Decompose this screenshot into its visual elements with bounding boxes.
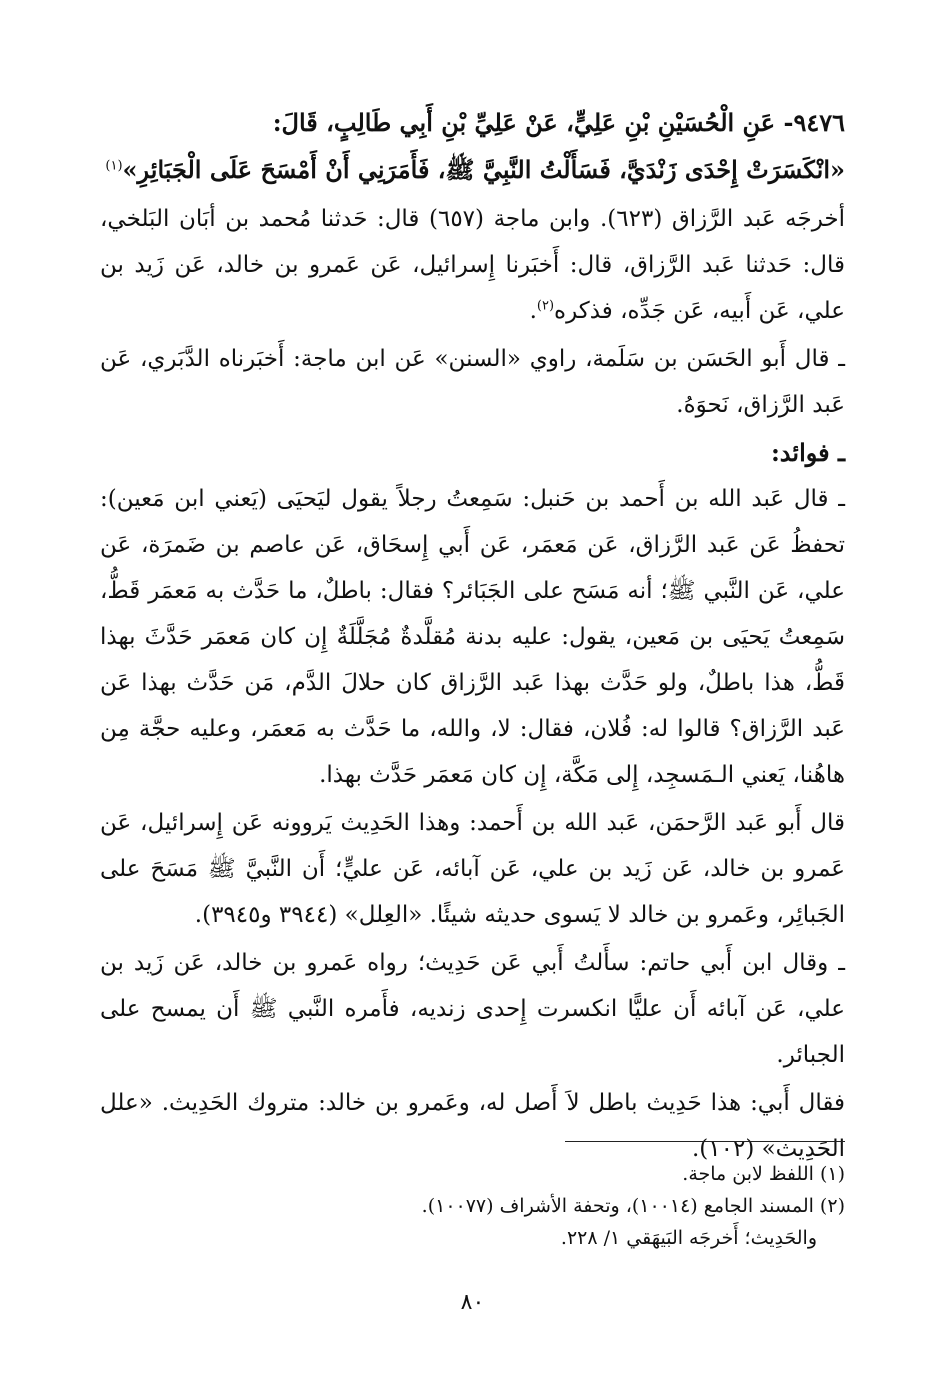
page-body bbox=[100, 100, 845, 1174]
fawaid-heading: ـ فوائد: bbox=[770, 438, 845, 467]
footnote-1: (١) اللفظ لابن ماجة. bbox=[682, 1163, 845, 1185]
page-number: ٨٠ bbox=[460, 1290, 485, 1315]
footnote-2-continued: والحَدِيث؛ أَخرجَه البَيهَقي ١/ ٢٢٨. bbox=[560, 1227, 817, 1249]
hadith-header: ٩٤٧٦- عَنِ الْحُسَيْنِ بْنِ عَلِيٍّ، عَنْ عَلِيِّ بْنِ أَبِي طَالِبٍ، قَالَ: bbox=[272, 108, 845, 137]
hadith-block bbox=[100, 100, 845, 194]
footnote-separator bbox=[565, 1141, 845, 1142]
footnote-ref-2: (٢) bbox=[536, 298, 555, 314]
takhrij-end: . bbox=[529, 298, 537, 324]
abu-hasan-paragraph: ـ قال أَبو الحَسَن بن سَلَمة، راوي «السنن» عَن ابن ماجة: أَخبَرناه الدَّبَري، عَن عَبد الرَّزاق، نَحوَهُ. bbox=[100, 346, 845, 418]
fawaid-paragraph-1: ـ قال عَبد الله بن أَحمد بن حَنبل: سَمِعتُ رجلاً يقول ليَحيَى (يَعني ابن مَعين): تحفظُ عَن عَبد الرَّزاق، عَن مَعمَر، عَن أَبي إِسحَاق، عَن عاصم بن ضَمرَة، عَن علي، عَن النَّبي ﷺ؛ أنه مَسَح على الجَبَائر؟ فقال: باطلٌ، ما حَدَّث به مَعمَر قَطُّ، سَمِعتُ يَحيَى بن مَعين، يقول: عليه بدنة مُقلَّدةٌ مُجَلَّلَةٌ إِن كان مَعمَر حَدَّثَ بهذا قَطُّ، هذا باطلٌ، ولو حَدَّث بهذا عَبد الرَّزاق كان حلالَ الدَّم، مَن حَدَّث بهذا عَن عَبد الرَّزاق؟ قالوا له: فُلان، فقال: لا، والله، ما حَدَّث به مَعمَر، وعليه حجَّة مِن هاهُنا، يَعني الـمَسجِد، إِلى مَكَّة، إِن كان مَعمَر حَدَّث بهذا. bbox=[100, 486, 845, 788]
footnotes bbox=[100, 1158, 845, 1254]
footnote-ref-1: (١) bbox=[105, 158, 123, 174]
takhrij-text: أخرجَه عَبد الرَّزاق (٦٢٣). وابن ماجة (٦٥٧) قال: حَدثنا مُحمد بن أبَان البَلخي، قال: حَدثنا عَبد الرَّزاق، قال: أَخبَرنا إِسرائيل، عَن عَمرو بن خالد، عَن زَيد بن علي، عَن أَبيه، عَن جَدِّه، فذكره bbox=[100, 206, 845, 324]
fawaid-paragraph-3: ـ وقال ابن أَبي حاتم: سأَلتُ أَبي عَن حَدِيث؛ رواه عَمرو بن خالد، عَن زَيد بن علي، عَن آبائه أَن عليًّا انكسرت إِحدى زنديه، فأَمره النَّبي ﷺ أَن يمسح على الجبائر. bbox=[100, 950, 845, 1068]
fawaid-paragraph-4: فقال أَبي: هذا حَدِيث باطل لاَ أَصل له، وعَمرو بن خالد: متروك الحَدِيث. «علل الحَدِيث» (١٠٢). bbox=[100, 1090, 845, 1162]
footnote-2: (٢) المسند الجامع (١٠٠١٤)، وتحفة الأشراف (١٠٠٧٧). bbox=[421, 1195, 845, 1217]
takhrij-paragraph bbox=[100, 196, 845, 334]
fawaid-paragraph-2: قال أَبو عَبد الرَّحمَن، عَبد الله بن أَحمد: وهذا الحَدِيث يَروونه عَن إِسرائيل، عَن عَمرو بن خالد، عَن زَيد بن علي، عَن آبائه، عَن عليٍّ؛ أَن النَّبيَّ ﷺ مَسَحَ على الجَبائِر، وعَمرو بن خالد لا يَسوى حديثه شيئًا. «العِلل» (٣٩٤٤ و٣٩٤٥). bbox=[100, 810, 845, 928]
hadith-matn: «انْكَسَرَتْ إِحْدَى زَنْدَيَّ، فَسَأَلْتُ النَّبِيَّ ﷺ، فَأَمَرَنِي أَنْ أَمْسَحَ عَلَى الْجَبَائِرِ» bbox=[122, 155, 845, 184]
